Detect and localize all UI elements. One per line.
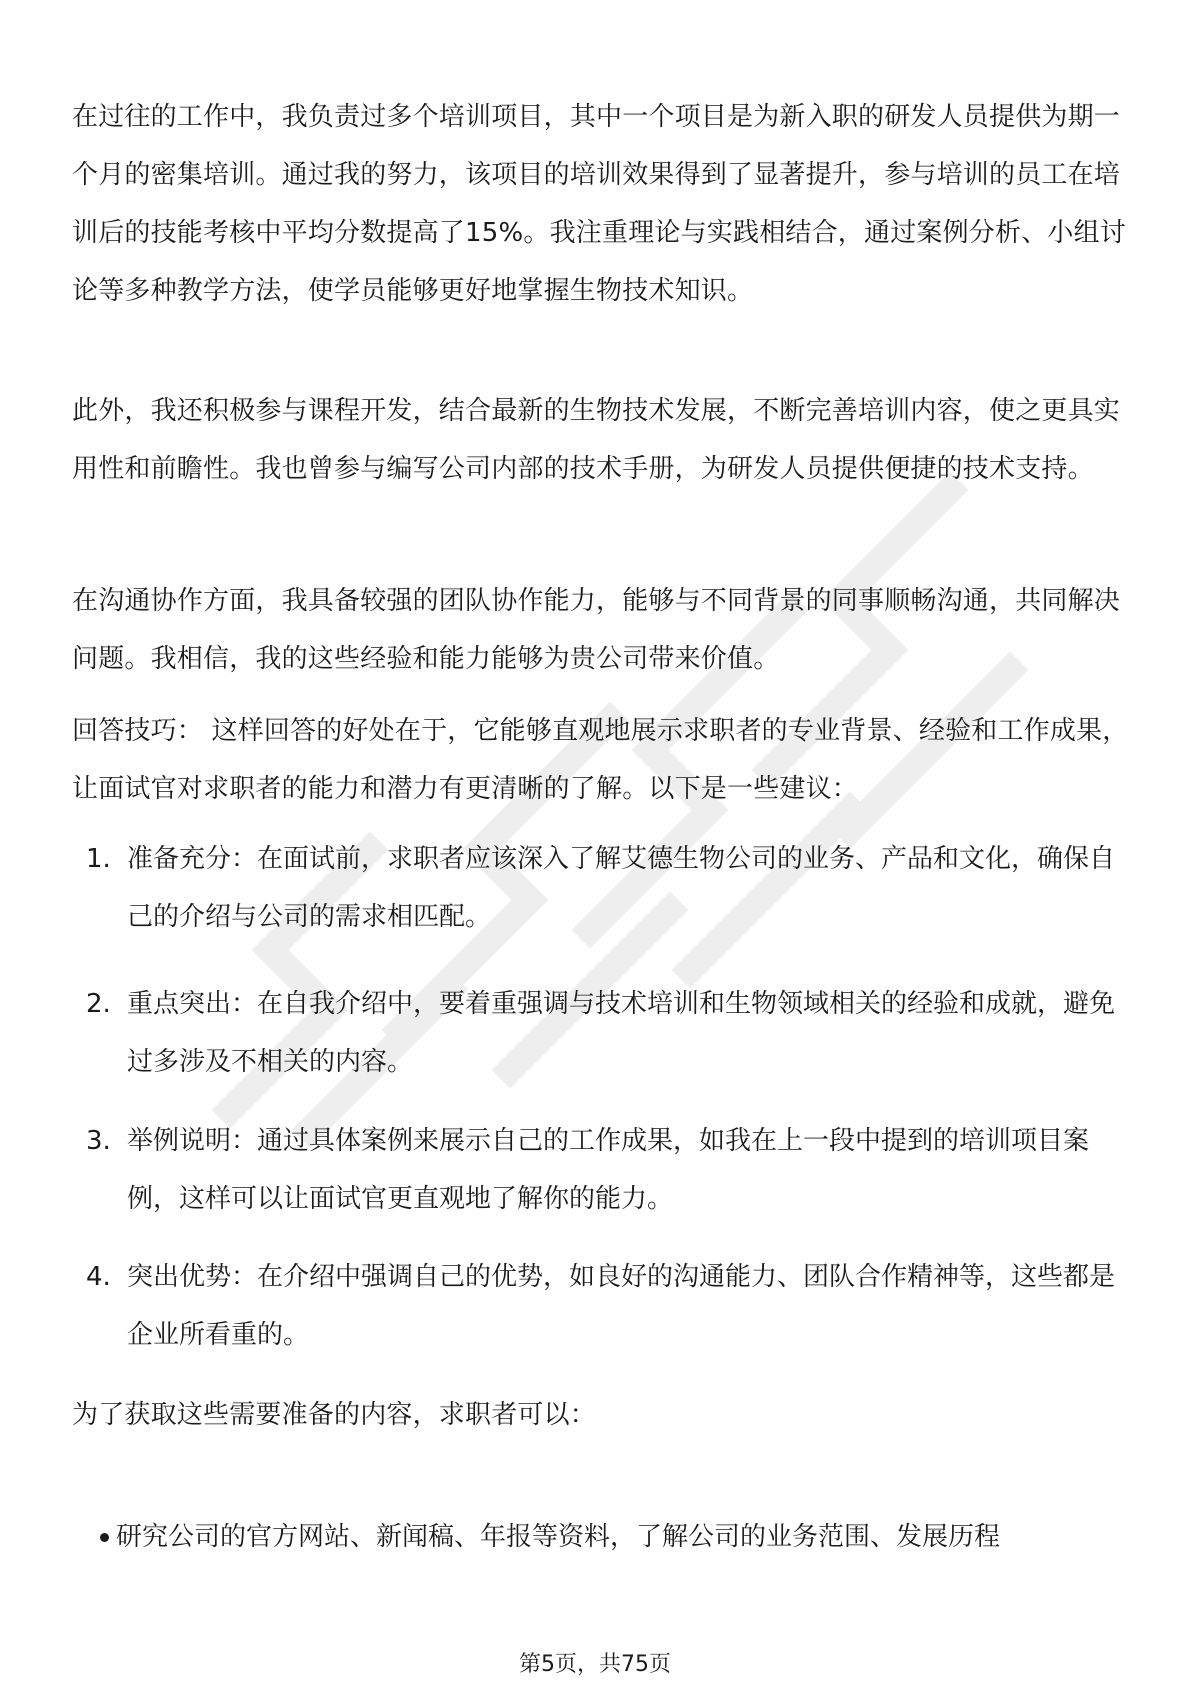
list-item-text: 举例说明：通过具体案例来展示自己的工作成果，如我在上一段中提到的培训项目案例，这样可以让面试官更直观地了解你的能力。 — [127, 1126, 1090, 1214]
list-item-text: 突出优势：在介绍中强调自己的优势，如良好的沟通能力、团队合作精神等，这些都是企业所看重的。 — [127, 1262, 1116, 1350]
paragraph-preparation-intro: 为了获取这些需要准备的内容，求职者可以： — [72, 1400, 597, 1430]
paragraph-training-experience: 在过往的工作中，我负责过多个培训项目，其中一个项目是为新入职的研发人员提供为期一个月的密集培训。通过我的努力，该项目的培训效果得到了显著提升，参与培训的员工在培训后的技能考核中平均分数提高了15%。我注重理论与实践相结合，通过案例分析、小组讨论等多种教学方法，使学员能够更好地掌握生物技术知识。 — [72, 102, 1126, 306]
paragraph-answer-tips: 回答技巧： 这样回答的好处在于，它能够直观地展示求职者的专业背景、经验和工作成果，让面试官对求职者的能力和潜力有更清晰的了解。以下是一些建议： — [72, 716, 1129, 804]
list-item-text: 准备充分：在面试前，求职者应该深入了解艾德生物公司的业务、产品和文化，确保自己的介绍与公司的需求相匹配。 — [127, 844, 1116, 932]
list-item-number: 1. — [86, 844, 111, 874]
list-item-number: 3. — [86, 1126, 111, 1156]
paragraph-course-development: 此外，我还积极参与课程开发，结合最新的生物技术发展，不断完善培训内容，使之更具实用性和前瞻性。我也曾参与编写公司内部的技术手册，为研发人员提供便捷的技术支持。 — [72, 396, 1121, 484]
list-item-number: 2. — [86, 989, 111, 1019]
page-number-footer: 第5页，共75页 — [519, 1652, 671, 1677]
paragraph-communication: 在沟通协作方面，我具备较强的团队协作能力，能够与不同背景的同事顺畅沟通，共同解决问题。我相信，我的这些经验和能力能够为贵公司带来价值。 — [72, 586, 1121, 674]
list-item-text: 重点突出：在自我介绍中，要着重强调与技术培训和生物领域相关的经验和成就，避免过多涉及不相关的内容。 — [127, 989, 1116, 1077]
bullet-dot-icon — [100, 1533, 109, 1542]
list-item-number: 4. — [86, 1262, 111, 1292]
bullet-item-text: 研究公司的官方网站、新闻稿、年报等资料，了解公司的业务范围、发展历程 — [116, 1522, 1001, 1552]
